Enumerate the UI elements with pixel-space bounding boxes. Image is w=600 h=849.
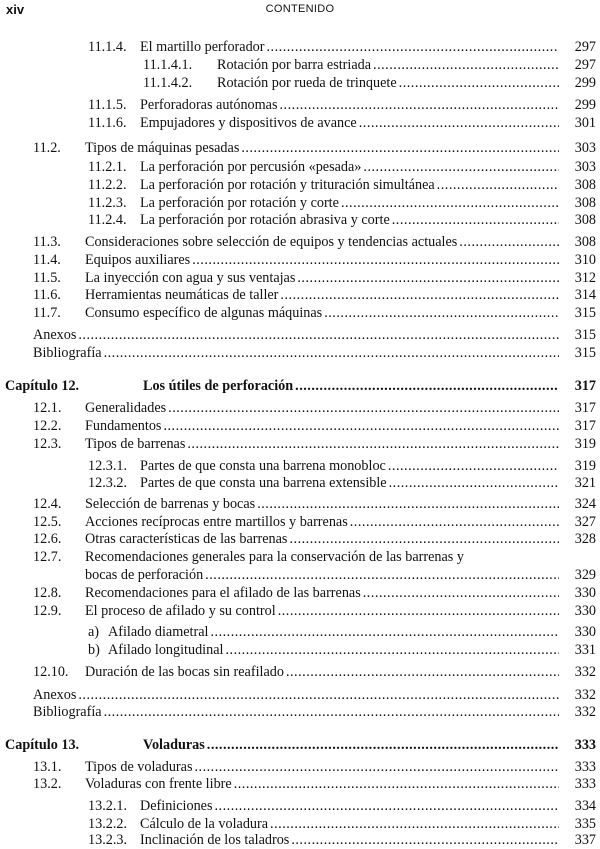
entry-number: 11.3.	[33, 234, 61, 250]
entry-title: Perforadoras autónomas	[140, 97, 278, 113]
toc-chapter-entry	[5, 377, 596, 395]
entry-page: 337	[574, 832, 596, 848]
toc-entry	[143, 74, 596, 92]
entry-title: Bibliografía	[33, 345, 102, 361]
toc-entry	[33, 417, 596, 435]
entry-number: 12.3.	[33, 436, 62, 452]
entry-title: Tipos de barrenas	[85, 436, 186, 452]
entry-number: 11.2.3.	[88, 195, 127, 211]
toc-entry	[33, 602, 596, 620]
entry-page: 330	[574, 585, 596, 601]
entry-title: Definiciones	[140, 798, 213, 814]
entry-title: Empujadores y dispositivos de avance	[140, 115, 357, 131]
toc-entry	[33, 399, 596, 417]
entry-title: Generalidades	[85, 400, 167, 416]
entry-title: La perforación por rotación y corte	[140, 195, 339, 211]
toc-entry	[88, 211, 596, 229]
toc-entry	[88, 158, 596, 176]
entry-number: 11.5.	[33, 270, 61, 286]
entry-title: Anexos	[33, 327, 77, 343]
entry-page: 315	[574, 305, 596, 321]
entry-page: 303	[574, 140, 596, 156]
dot-leader	[267, 38, 560, 56]
entry-page: 328	[574, 531, 596, 547]
entry-title: La inyección con agua y sus ventajas	[85, 270, 296, 286]
dot-leader	[194, 758, 559, 776]
entry-page: 317	[574, 400, 596, 416]
dot-leader	[291, 831, 559, 849]
dot-leader	[459, 233, 559, 251]
entry-number: 13.2.3.	[88, 832, 128, 848]
dot-leader	[286, 663, 559, 681]
entry-number: 13.1.	[33, 759, 62, 775]
entry-page: 315	[574, 327, 596, 343]
entry-title: Tipos de máquinas pesadas	[85, 140, 240, 156]
toc-entry	[33, 758, 596, 776]
entry-title: Rotación por barra estriada	[217, 57, 372, 73]
toc-entry	[33, 139, 596, 157]
toc-entry	[88, 96, 596, 114]
entry-page: 314	[574, 287, 596, 303]
toc-entry-wrapped	[33, 548, 464, 566]
toc-entry	[88, 114, 596, 132]
entry-number: 13.2.1.	[88, 798, 128, 814]
entry-number: 11.7.	[33, 305, 61, 321]
entry-title: Selección de barrenas y bocas	[85, 496, 256, 512]
page-number: xiv	[6, 2, 25, 17]
running-head: CONTENIDO	[265, 3, 335, 15]
entry-page: 308	[574, 234, 596, 250]
entry-page: 308	[574, 177, 596, 193]
entry-number: 11.2.4.	[88, 212, 127, 228]
dot-leader	[234, 775, 559, 793]
entry-title: La perforación por rotación y trituración simultánea	[140, 177, 435, 193]
entry-number: 11.4.	[33, 252, 61, 268]
entry-title: El martillo perforador	[140, 39, 265, 55]
toc-entry	[88, 194, 596, 212]
entry-title: Consideraciones sobre selección de equipos y tendencias actuales	[85, 234, 458, 250]
dot-leader	[359, 114, 559, 132]
entry-title: Anexos	[33, 687, 77, 703]
entry-page: 321	[574, 475, 596, 491]
toc-entry	[33, 663, 596, 681]
entry-page: 319	[574, 436, 596, 452]
entry-page: 315	[574, 345, 596, 361]
dot-leader	[399, 74, 559, 92]
entry-title: Voladuras con frente libre	[85, 776, 232, 792]
entry-number: 13.2.2.	[88, 816, 128, 832]
entry-page: 319	[574, 458, 596, 474]
entry-page: 308	[574, 212, 596, 228]
entry-title: Partes de que consta una barrena monobloc	[140, 458, 386, 474]
toc-entry	[88, 797, 596, 815]
dot-leader	[280, 96, 560, 114]
entry-page: 335	[574, 816, 596, 832]
entry-number: 12.8.	[33, 585, 62, 601]
entry-number: 12.2.	[33, 418, 62, 434]
entry-number: 12.4.	[33, 496, 62, 512]
entry-page: 333	[574, 776, 596, 792]
toc-entry	[33, 344, 596, 362]
toc-entry	[88, 641, 596, 659]
dot-leader	[187, 435, 559, 453]
dot-leader	[78, 326, 559, 344]
dot-leader	[215, 797, 560, 815]
entry-title: Fundamentos	[85, 418, 162, 434]
dot-leader	[297, 269, 559, 287]
dot-leader	[257, 495, 559, 513]
toc-entry	[88, 474, 596, 492]
dot-leader	[437, 176, 559, 194]
dot-leader	[280, 286, 559, 304]
entry-number: 11.1.6.	[88, 115, 127, 131]
entry-title: Recomendaciones para el afilado de las barrenas	[85, 585, 361, 601]
toc-entry	[33, 326, 596, 344]
dot-leader	[289, 530, 559, 548]
entry-number: 12.5.	[33, 514, 62, 530]
dot-leader	[210, 623, 559, 641]
toc-entry	[33, 269, 596, 287]
entry-page: 324	[574, 496, 596, 512]
entry-page: 332	[574, 704, 596, 720]
entry-title-continuation: bocas de perforación	[85, 567, 204, 583]
dot-leader	[225, 641, 559, 659]
entry-number: 12.6.	[33, 531, 62, 547]
entry-page: 333	[574, 737, 596, 753]
entry-title: El proceso de afilado y su control	[85, 603, 276, 619]
entry-page: 331	[574, 642, 596, 658]
dot-leader	[207, 736, 559, 754]
toc-entry	[88, 457, 596, 475]
entry-title: Otras características de las barrenas	[85, 531, 288, 547]
entry-number: 11.1.4.	[88, 39, 127, 55]
entry-number: 12.3.1.	[88, 458, 128, 474]
entry-page: 297	[574, 57, 596, 73]
dot-leader	[241, 139, 559, 157]
page-header	[0, 0, 600, 22]
entry-title: Consumo específico de algunas máquinas	[85, 305, 323, 321]
entry-title: Cálculo de la voladura	[140, 816, 269, 832]
entry-number: 11.2.2.	[88, 177, 127, 193]
entry-page: 317	[574, 418, 596, 434]
toc-entry	[33, 513, 596, 531]
entry-page: 332	[574, 687, 596, 703]
entry-page: 308	[574, 195, 596, 211]
chapter-number: Capítulo 13.	[5, 737, 80, 753]
entry-title: Equipos auxiliares	[85, 252, 191, 268]
dot-leader	[192, 251, 559, 269]
entry-number: 12.3.2.	[88, 475, 128, 491]
dot-leader	[363, 158, 559, 176]
entry-page: 303	[574, 159, 596, 175]
entry-title: La perforación por percusión «pesada»	[140, 159, 362, 175]
entry-page: 329	[574, 567, 596, 583]
dot-leader	[163, 417, 559, 435]
entry-page: 334	[574, 798, 596, 814]
dot-leader	[373, 56, 559, 74]
chapter-title: Voladuras	[143, 737, 205, 753]
entry-number: 11.2.1.	[88, 159, 127, 175]
toc-entry	[88, 831, 596, 849]
entry-page: 330	[574, 624, 596, 640]
toc-chapter-entry	[5, 736, 596, 754]
entry-title: Herramientas neumáticas de taller	[85, 287, 279, 303]
toc-entry	[33, 530, 596, 548]
toc-entry	[33, 251, 596, 269]
dot-leader	[278, 602, 559, 620]
toc-entry	[33, 775, 596, 793]
toc-entry	[88, 176, 596, 194]
entry-page: 297	[574, 39, 596, 55]
dot-leader	[104, 344, 559, 362]
toc-entry	[33, 435, 596, 453]
entry-number: 11.1.5.	[88, 97, 127, 113]
entry-page: 312	[574, 270, 596, 286]
toc-entry	[88, 38, 596, 56]
entry-title: Inclinación de los taladros	[140, 832, 290, 848]
toc-entry	[143, 56, 596, 74]
toc-entry	[33, 495, 596, 513]
toc-entry	[33, 584, 596, 602]
entry-page: 317	[574, 378, 596, 394]
entry-page: 332	[574, 664, 596, 680]
entry-title: La perforación por rotación abrasiva y corte	[140, 212, 390, 228]
dot-leader	[104, 703, 559, 721]
entry-page: 333	[574, 759, 596, 775]
entry-title: Bibliografía	[33, 704, 102, 720]
entry-title: Afilado diametral	[108, 624, 209, 640]
toc-entry	[88, 623, 596, 641]
entry-title: Afilado longitudinal	[108, 642, 224, 658]
dot-leader	[341, 194, 559, 212]
entry-title: Duración de las bocas sin reafilado	[85, 664, 284, 680]
entry-number: 12.9.	[33, 603, 62, 619]
entry-title: Recomendaciones generales para la conservación de las barrenas y	[85, 549, 464, 565]
chapter-title: Los útiles de perforación	[143, 378, 294, 394]
entry-title: Partes de que consta una barrena extensible	[140, 475, 387, 491]
entry-number: 11.6.	[33, 287, 61, 303]
toc-entry-continuation	[85, 566, 596, 584]
entry-page: 330	[574, 603, 596, 619]
entry-page: 299	[574, 97, 596, 113]
dot-leader	[78, 686, 559, 704]
entry-number: 12.10.	[33, 664, 69, 680]
dot-leader	[363, 584, 559, 602]
entry-number: 12.1.	[33, 400, 62, 416]
dot-leader	[324, 304, 559, 322]
chapter-number: Capítulo 12.	[5, 378, 80, 394]
toc-entry	[33, 304, 596, 322]
entry-number: 11.1.4.2.	[143, 75, 193, 91]
entry-page: 301	[574, 115, 596, 131]
dot-leader	[392, 211, 559, 229]
entry-number: 12.7.	[33, 549, 62, 565]
entry-page: 310	[574, 252, 596, 268]
entry-number: 11.1.4.1.	[143, 57, 193, 73]
toc-entry	[33, 686, 596, 704]
dot-leader	[388, 457, 559, 475]
dot-leader	[168, 399, 559, 417]
entry-page: 327	[574, 514, 596, 530]
dot-leader	[389, 474, 559, 492]
entry-number: 11.2.	[33, 140, 61, 156]
dot-leader	[295, 377, 559, 395]
entry-number: b)	[88, 642, 100, 658]
toc-entry	[33, 233, 596, 251]
entry-title: Acciones recíprocas entre martillos y barrenas	[85, 514, 348, 530]
toc-entry	[33, 286, 596, 304]
entry-number: a)	[88, 624, 100, 640]
entry-number: 13.2.	[33, 776, 62, 792]
entry-page: 299	[574, 75, 596, 91]
toc-entry	[33, 703, 596, 721]
dot-leader	[205, 566, 559, 584]
dot-leader	[350, 513, 559, 531]
entry-title: Tipos de voladuras	[85, 759, 193, 775]
entry-title: Rotación por rueda de trinquete	[217, 75, 397, 91]
